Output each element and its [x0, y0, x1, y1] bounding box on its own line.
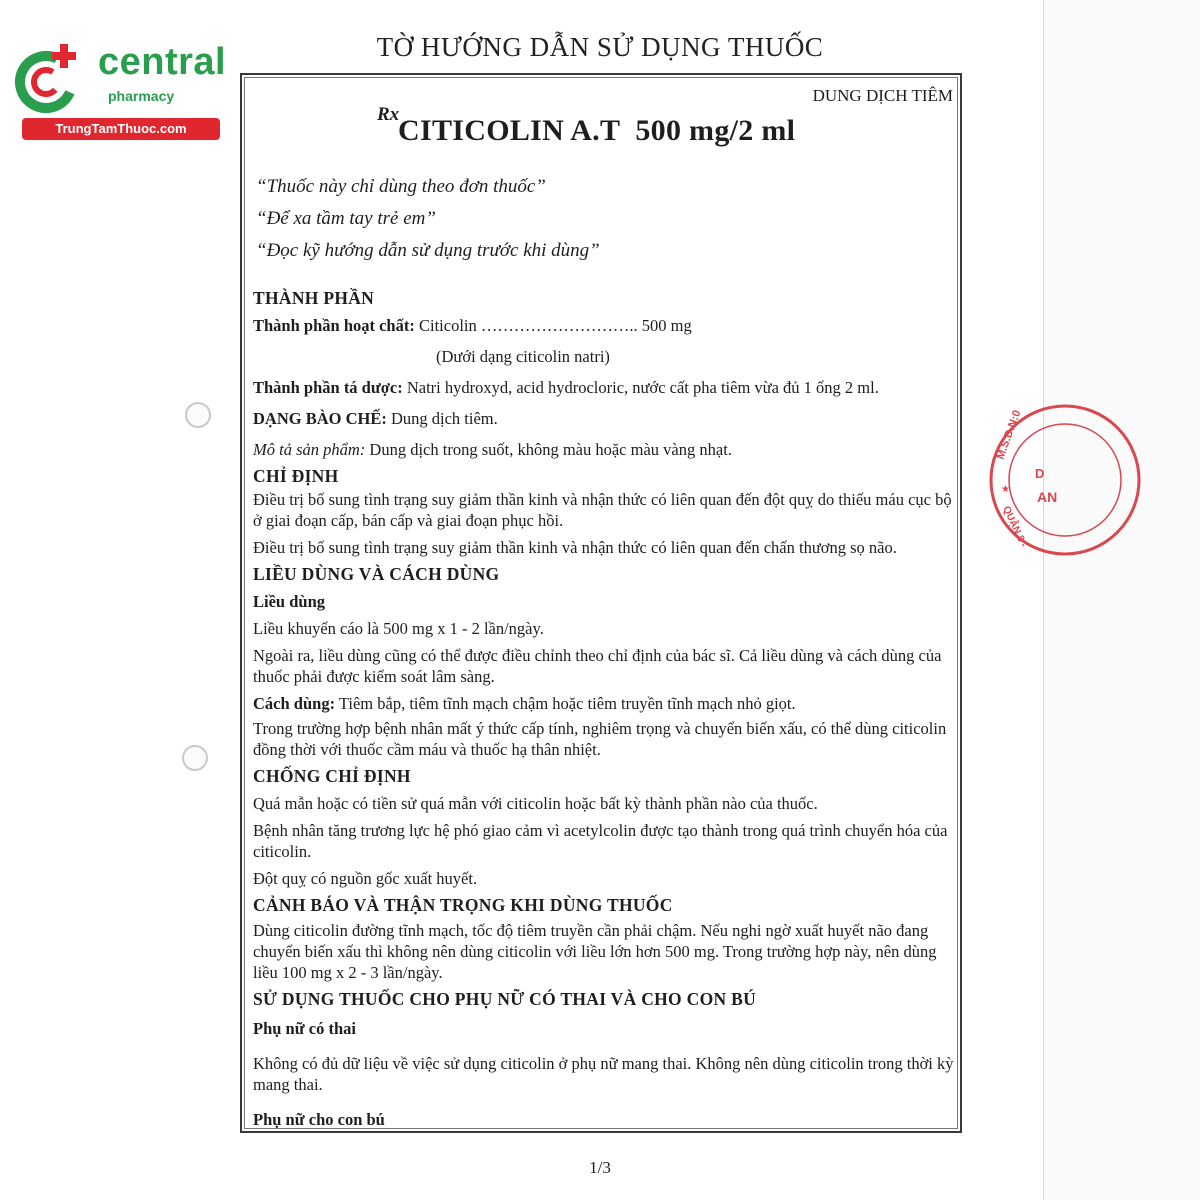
leaflet-content [253, 288, 955, 1130]
indication-item: Điều trị bổ sung tình trạng suy giảm thần kinh và nhận thức có liên quan đến đột quỵ do thiếu máu cục bộ ở giai đoạn cấp, bán cấp và giai đoạn phục hồi. [253, 490, 952, 530]
route-of-administration [253, 693, 955, 714]
route-text: Tiêm bắp, tiêm tĩnh mạch chậm hoặc tiêm truyền tĩnh mạch nhỏ giọt. [335, 694, 796, 713]
section-heading-indications: CHỈ ĐỊNH [253, 466, 339, 486]
composition-active [253, 315, 955, 336]
excipient-label: Thành phần tá dược: [253, 378, 403, 397]
dosage-form [253, 408, 955, 429]
punch-hole [182, 745, 208, 771]
page-number: 1/3 [589, 1158, 611, 1177]
stamp-star: ★ [1001, 484, 1010, 495]
form-text: Dung dịch tiêm. [386, 409, 498, 428]
warnings-text: Dùng citicolin đường tĩnh mạch, tốc độ tiêm truyền cần phải chậm. Nếu nghi ngờ xuất huyết não đang chuyển biến xấu thì không nên dùng citicolin với liều lớn hơn 500 mg. Trong trường hợp này, nên dùng liều 100 mg x 2 - 3 lần/ngày. [253, 921, 937, 982]
active-text: Citicolin ……………………….. 500 mg [414, 316, 692, 335]
central-pharmacy-logo[interactable] [10, 38, 227, 138]
active-label: Thành phần hoạt chất: [253, 316, 415, 335]
dosage-form-label: DUNG DỊCH TIÊM [812, 86, 953, 105]
warning-read-before-use: “Đọc kỹ hướng dẫn sử dụng trước khi dùng” [256, 240, 600, 261]
route-label: Cách dùng: [253, 694, 336, 713]
pregnant-text: Không có đủ dữ liệu về việc sử dụng citicolin ở phụ nữ mang thai. Không nên dùng citicolin trong thời kỳ mang thai. [253, 1054, 954, 1094]
company-stamp [985, 400, 1058, 560]
page-edge [1043, 0, 1044, 1200]
dose-subheading: Liều dùng [253, 592, 325, 611]
product-description [253, 439, 955, 460]
adjacent-page-shade [1044, 0, 1200, 1200]
logo-name: central [98, 41, 227, 83]
stamp-text-an: AN [1037, 489, 1058, 505]
composition-excipient [253, 377, 955, 398]
warning-children: “Để xa tầm tay trẻ em” [256, 208, 436, 229]
excipient-text: Natri hydroxyd, acid hydrocloric, nước cất pha tiêm vừa đủ 1 ống 2 ml. [402, 378, 879, 397]
route-note: Trong trường hợp bệnh nhân mất ý thức cấp tính, nghiêm trọng và chuyển biến xấu, có thể dùng citicolin đồng thời với thuốc cầm máu và thuốc hạ thân nhiệt. [253, 719, 947, 759]
section-heading-pregnancy: SỬ DỤNG THUỐC CHO PHỤ NỮ CÓ THAI VÀ CHO CON BÚ [253, 989, 757, 1009]
description-label: Mô tả sản phẩm: [253, 440, 366, 459]
indication-item: Điều trị bổ sung tình trạng suy giảm thần kinh và nhận thức có liên quan đến chấn thương sọ não. [253, 538, 897, 557]
active-note: (Dưới dạng citicolin natri) [436, 347, 610, 366]
logo-subtitle: pharmacy [108, 88, 175, 104]
contraindication-item: Quá mẫn hoặc có tiền sử quá mẫn với citicolin hoặc bất kỳ thành phần nào của thuốc. [253, 794, 818, 813]
pregnant-subheading: Phụ nữ có thai [253, 1019, 356, 1038]
section-heading-contraindications: CHỐNG CHỈ ĐỊNH [253, 766, 411, 786]
rx-symbol: Rx [377, 104, 400, 125]
dose-item: Liều khuyến cáo là 500 mg x 1 - 2 lần/ngày. [253, 619, 544, 638]
stamp-text-top: M.S.D.N:0 [994, 408, 1024, 462]
page-title: TỜ HƯỚNG DẪN SỬ DỤNG THUỐC [376, 32, 824, 62]
punch-hole [185, 402, 211, 428]
section-heading-warnings: CẢNH BÁO VÀ THẬN TRỌNG KHI DÙNG THUỐC [253, 895, 673, 915]
logo-url-badge: TrungTamThuoc.com [22, 118, 220, 140]
stamp-text-bottom: QUẬN 8 - [1000, 504, 1029, 550]
warning-prescription: “Thuốc này chỉ dùng theo đơn thuốc” [256, 176, 546, 197]
stamp-text-d: D [1035, 466, 1045, 481]
description-text: Dung dịch trong suốt, không màu hoặc màu vàng nhạt. [365, 440, 732, 459]
product-name: CITICOLIN A.T 500 mg/2 ml [398, 114, 796, 147]
lactation-subheading: Phụ nữ cho con bú [253, 1110, 385, 1129]
contraindication-item: Đột quỵ có nguồn gốc xuất huyết. [253, 869, 478, 888]
dose-item: Ngoài ra, liều dùng cũng có thể được điều chỉnh theo chỉ định của bác sĩ. Cả liều dùng và cách dùng của thuốc phải được kiểm soát lâm sàng. [253, 646, 942, 686]
section-heading-dosage: LIỀU DÙNG VÀ CÁCH DÙNG [253, 564, 500, 584]
pharmacy-cross-icon [10, 38, 90, 118]
form-label: DẠNG BÀO CHẾ: [253, 409, 387, 428]
section-heading-composition: THÀNH PHẦN [253, 288, 375, 308]
contraindication-item: Bệnh nhân tăng trương lực hệ phó giao cảm vì acetylcolin được tạo thành trong quá trình chuyển hóa của citicolin. [253, 821, 948, 861]
